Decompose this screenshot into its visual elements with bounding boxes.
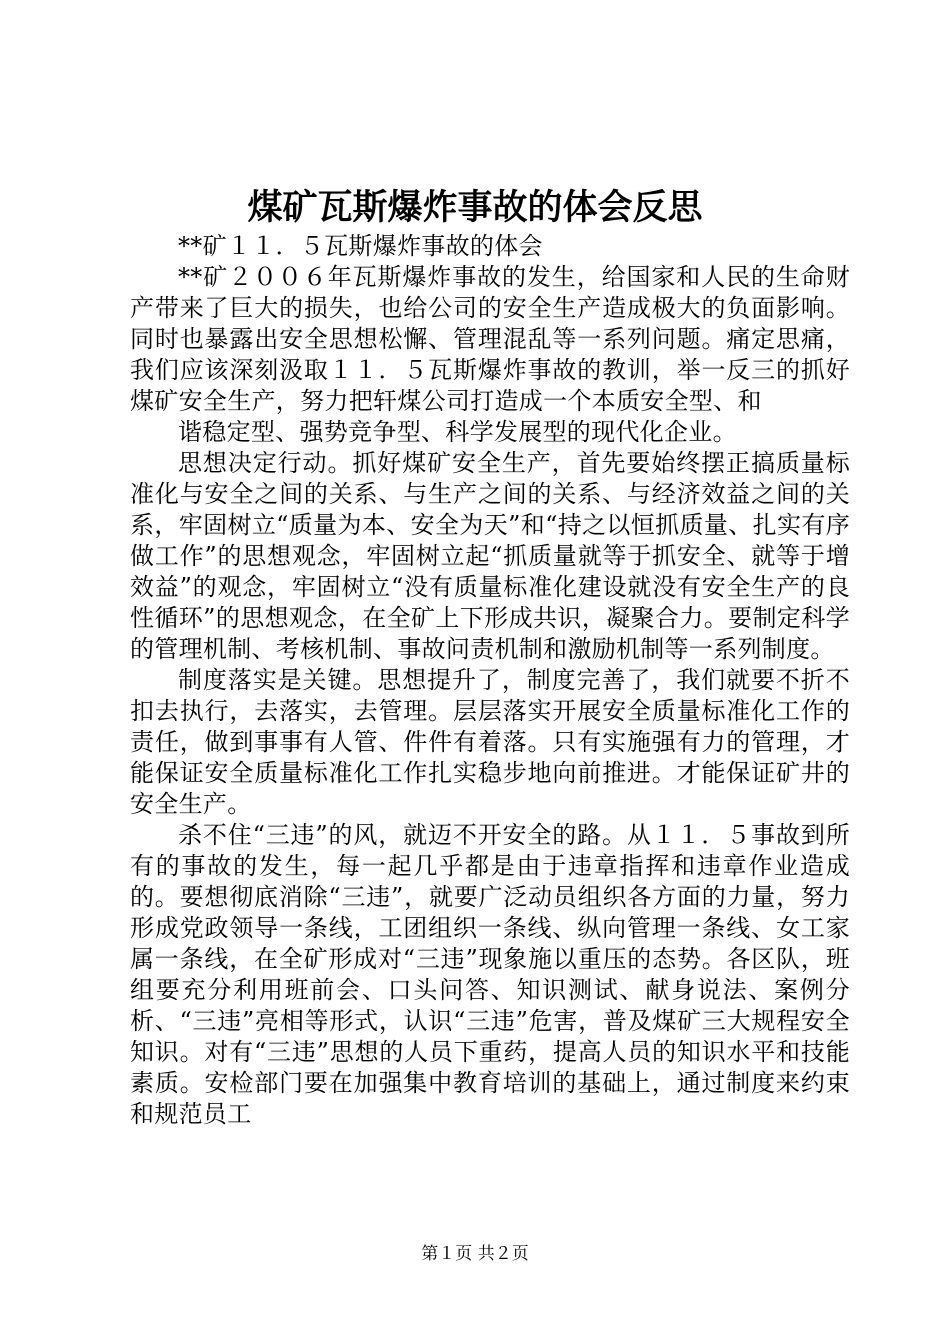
paragraph-system: 制度落实是关键。思想提升了，制度完善了，我们就要不折不扣去执行，去落实，去管理。层层落实开展安全质量标准化工作的责任，做到事事有人管、件件有着落。只有实施强有力的管理，才能保证安全质量标准化工作扎实稳步地向前推进。才能保证矿井的安全生产。 xyxy=(130,666,850,818)
paragraph-intro: **矿２００６年瓦斯爆炸事故的发生，给国家和人民的生命财产带来了巨大的损失，也给公司的安全生产造成极大的负面影响。同时也暴露出安全思想松懈、管理混乱等一系列问题。痛定思痛，我们应该深刻汲取１１．５瓦斯爆炸事故的教训，举一反三的抓好煤矿安全生产，努力把轩煤公司打造成一个本质安全型、和 xyxy=(130,263,850,415)
page-footer: 第１页 共２页 xyxy=(421,1244,529,1264)
document-body xyxy=(130,231,850,1130)
paragraph-intro-continued: 谐稳定型、强势竞争型、科学发展型的现代化企业。 xyxy=(178,418,737,446)
document-title: 煤矿瓦斯爆炸事故的体会反思 xyxy=(247,187,703,228)
paragraph-thinking: 思想决定行动。抓好煤矿安全生产，首先要始终摆正搞质量标准化与安全之间的关系、与生产之间的关系、与经济效益之间的关系，牢固树立“质量为本、安全为天”和“持之以恒抓质量、扎实有序做工作”的思想观念，牢固树立起“抓质量就等于抓安全、就等于增效益”的观念，牢固树立“没有质量标准化建设就没有安全生产的良性循环”的思想观念，在全矿上下形成共识，凝聚合力。要制定科学的管理机制、考核机制、事故问责机制和激励机制等一系列制度。 xyxy=(130,449,850,663)
paragraph-subtitle: **矿１１．５瓦斯爆炸事故的体会 xyxy=(178,232,543,260)
paragraph-three-violations: 杀不住“三违”的风，就迈不开安全的路。从１１．５事故到所有的事故的发生，每一起几乎都是由于违章指挥和违章作业造成的。要想彻底消除“三违”，就要广泛动员组织各方面的力量，努力形成党政领导一条线，工团组织一条线、纵向管理一条线、女工家属一条线，在全矿形成对“三违”现象施以重压的态势。各区队，班组要充分利用班前会、口头问答、知识测试、献身说法、案例分析、“三违”亮相等形式，认识“三违”危害，普及煤矿三大规程安全知识。对有“三违”思想的人员下重药，提高人员的知识水平和技能素质。安检部门要在加强集中教育培训的基础上，通过制度来约束和规范员工 xyxy=(130,821,850,1128)
